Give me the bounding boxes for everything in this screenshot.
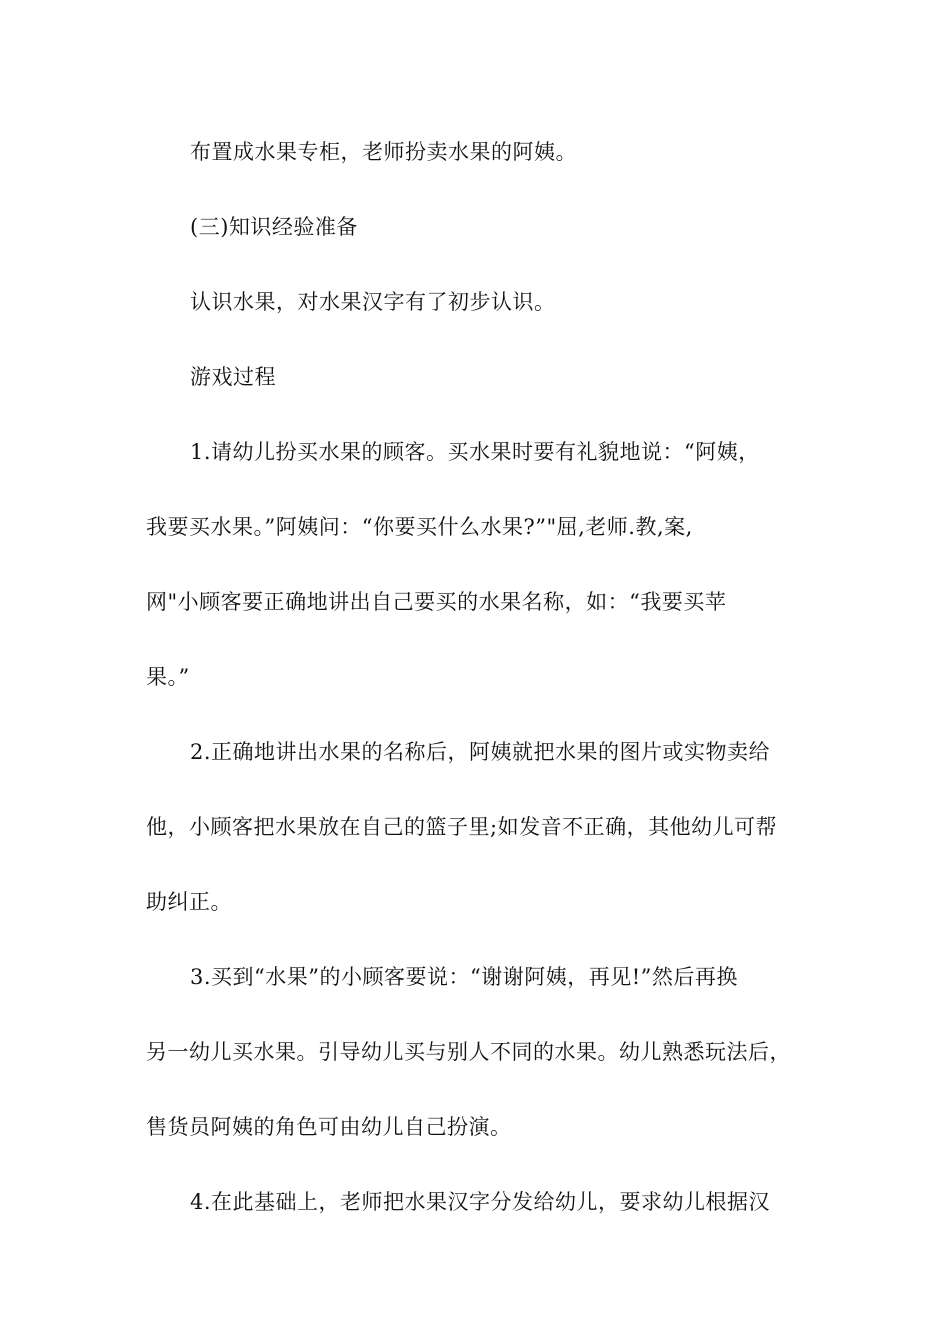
paragraph-line: 他，小顾客把水果放在自己的篮子里;如发音不正确，其他幼儿可帮	[146, 815, 778, 839]
section-heading: (三)知识经验准备	[190, 215, 358, 239]
section-heading: 游戏过程	[190, 365, 276, 389]
paragraph-line: 果。”	[146, 665, 190, 689]
paragraph-line: 另一幼儿买水果。引导幼儿买与别人不同的水果。幼儿熟悉玩法后，	[146, 1040, 791, 1064]
paragraph-line: 3.买到“水果”的小顾客要说：“谢谢阿姨，再见!”然后再换	[190, 965, 738, 989]
paragraph-line: 1.请幼儿扮买水果的顾客。买水果时要有礼貌地说：“阿姨，	[190, 440, 760, 464]
paragraph-line: 认识水果，对水果汉字有了初步认识。	[190, 290, 556, 314]
paragraph-line: 售货员阿姨的角色可由幼儿自己扮演。	[146, 1115, 512, 1139]
paragraph-line: 网"小顾客要正确地讲出自己要买的水果名称，如：“我要买苹	[146, 590, 727, 614]
paragraph-line: 2.正确地讲出水果的名称后，阿姨就把水果的图片或实物卖给	[190, 740, 771, 764]
paragraph-line: 布置成水果专柜，老师扮卖水果的阿姨。	[190, 140, 577, 164]
paragraph-line: 我要买水果。”阿姨问：“你要买什么水果?”"屈,老师.教,案,	[146, 515, 693, 539]
paragraph-line: 4.在此基础上，老师把水果汉字分发给幼儿，要求幼儿根据汉	[190, 1190, 771, 1214]
paragraph-line: 助纠正。	[146, 890, 232, 914]
